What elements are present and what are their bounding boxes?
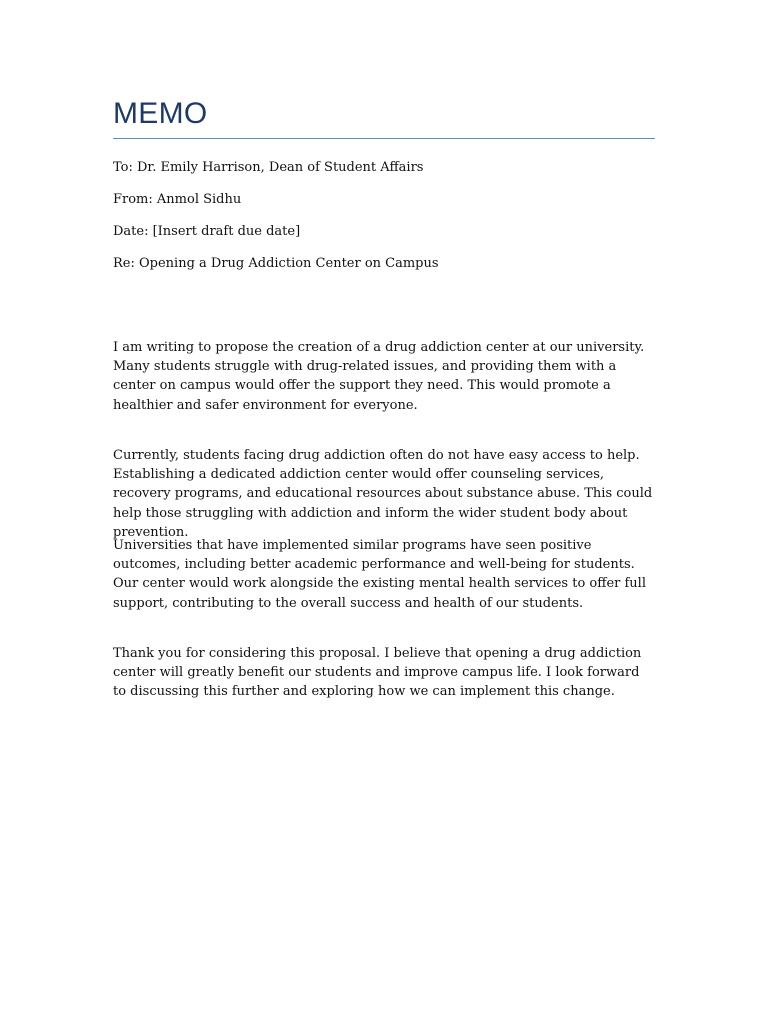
title-divider	[113, 138, 655, 139]
memo-subject-line: Re: Opening a Drug Addiction Center on Campus	[113, 256, 439, 271]
memo-to-line: To: Dr. Emily Harrison, Dean of Student Affairs	[113, 160, 424, 175]
memo-from-line: From: Anmol Sidhu	[113, 192, 242, 207]
body-paragraph-evidence: Universities that have implemented similar programs have seen positive outcomes, including better academic performance and well-being for students. Our center would work alongside the existing mental health services to offer full support, contributing to the overall success and health of our students.	[113, 538, 646, 611]
memo-date-line: Date: [Insert draft due date]	[113, 224, 301, 239]
body-paragraph-problem: Currently, students facing drug addiction often do not have easy access to help. Establishing a dedicated addiction center would offer counseling services, recovery programs, and educational resources about substance abuse. This could help those struggling with addiction and inform the wider student body about prevention.	[113, 448, 653, 540]
memo-title: MEMO	[113, 97, 208, 130]
body-paragraph-intro: I am writing to propose the creation of a drug addiction center at our university. Many students struggle with drug-related issues, and providing them with a center on campus would offer the support they need. This would promote a healthier and safer environment for everyone.	[113, 340, 645, 413]
body-paragraph-closing: Thank you for considering this proposal. I believe that opening a drug addiction center will greatly benefit our students and improve campus life. I look forward to discussing this further and exploring how we can implement this change.	[113, 646, 642, 700]
